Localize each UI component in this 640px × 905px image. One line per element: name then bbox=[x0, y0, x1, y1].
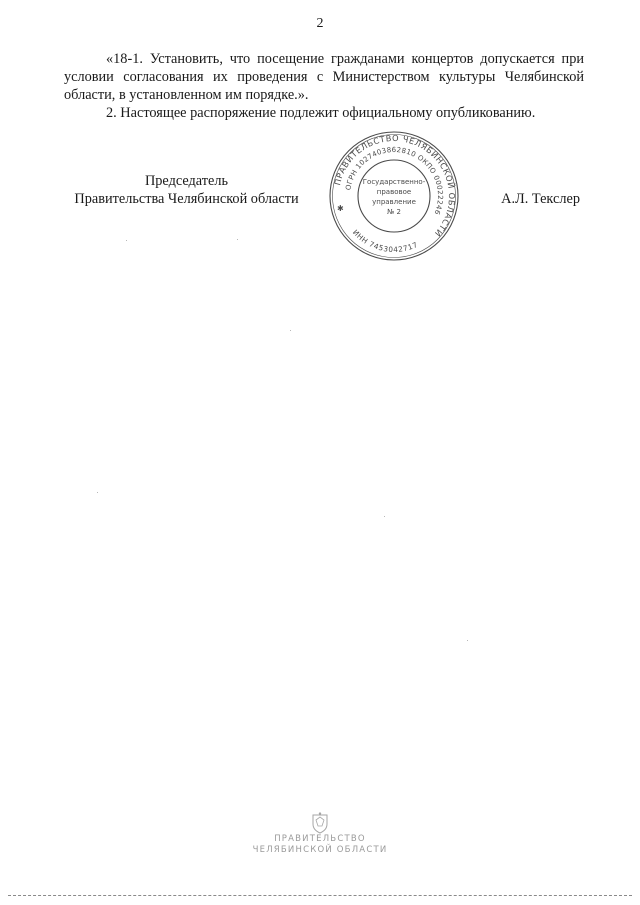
bottom-scan-edge bbox=[8, 895, 632, 896]
document-body bbox=[64, 50, 584, 122]
scan-speck bbox=[97, 492, 98, 493]
signer-title bbox=[64, 172, 309, 208]
stamp-outer-text: ПРАВИТЕЛЬСТВО ЧЕЛЯБИНСКОЙ ОБЛАСТИ bbox=[332, 132, 458, 239]
coat-of-arms-icon bbox=[310, 812, 330, 834]
stamp-center-line3: управление bbox=[372, 198, 416, 206]
paragraph-item-18-1: «18-1. Установить, что посещение гражданами концертов допускается при условии согласования их проведения с Министерством культуры Челябинской области, в установленном им порядке.». bbox=[64, 51, 584, 103]
stamp-bottom-text: ИНН 7453042717 bbox=[350, 227, 420, 255]
stamp-center-line2: правовое bbox=[376, 188, 412, 196]
signer-title-line2: Правительства Челябинской области bbox=[74, 191, 299, 207]
stamp-inner-text: ОГРН 1027403862810 ОКПО 00022246 bbox=[344, 145, 445, 216]
scan-speck bbox=[384, 516, 385, 517]
footer-watermark bbox=[0, 812, 640, 856]
footer-line1: ПРАВИТЕЛЬСТВО bbox=[274, 834, 366, 844]
official-seal-stamp bbox=[326, 128, 462, 264]
scan-speck bbox=[126, 240, 127, 241]
signature-block bbox=[64, 172, 584, 212]
page-number: 2 bbox=[316, 16, 324, 31]
signer-name: А.Л. Текслер bbox=[501, 191, 580, 207]
paragraph-publication: 2. Настоящее распоряжение подлежит официальному опубликованию. bbox=[106, 105, 536, 121]
stamp-star-left-icon: ✱ bbox=[337, 204, 344, 213]
signer-title-line1: Председатель bbox=[144, 173, 229, 189]
svg-text:ИНН 7453042717 bbox=[351, 228, 419, 254]
scan-speck bbox=[237, 239, 238, 240]
stamp-center-line4: № 2 bbox=[387, 208, 401, 216]
footer-line2: ЧЕЛЯБИНСКОЙ ОБЛАСТИ bbox=[252, 845, 388, 855]
stamp-center-ring bbox=[358, 160, 430, 232]
scan-speck bbox=[290, 330, 291, 331]
scan-speck bbox=[467, 640, 468, 641]
stamp-center-line1: Государственно- bbox=[362, 178, 426, 186]
